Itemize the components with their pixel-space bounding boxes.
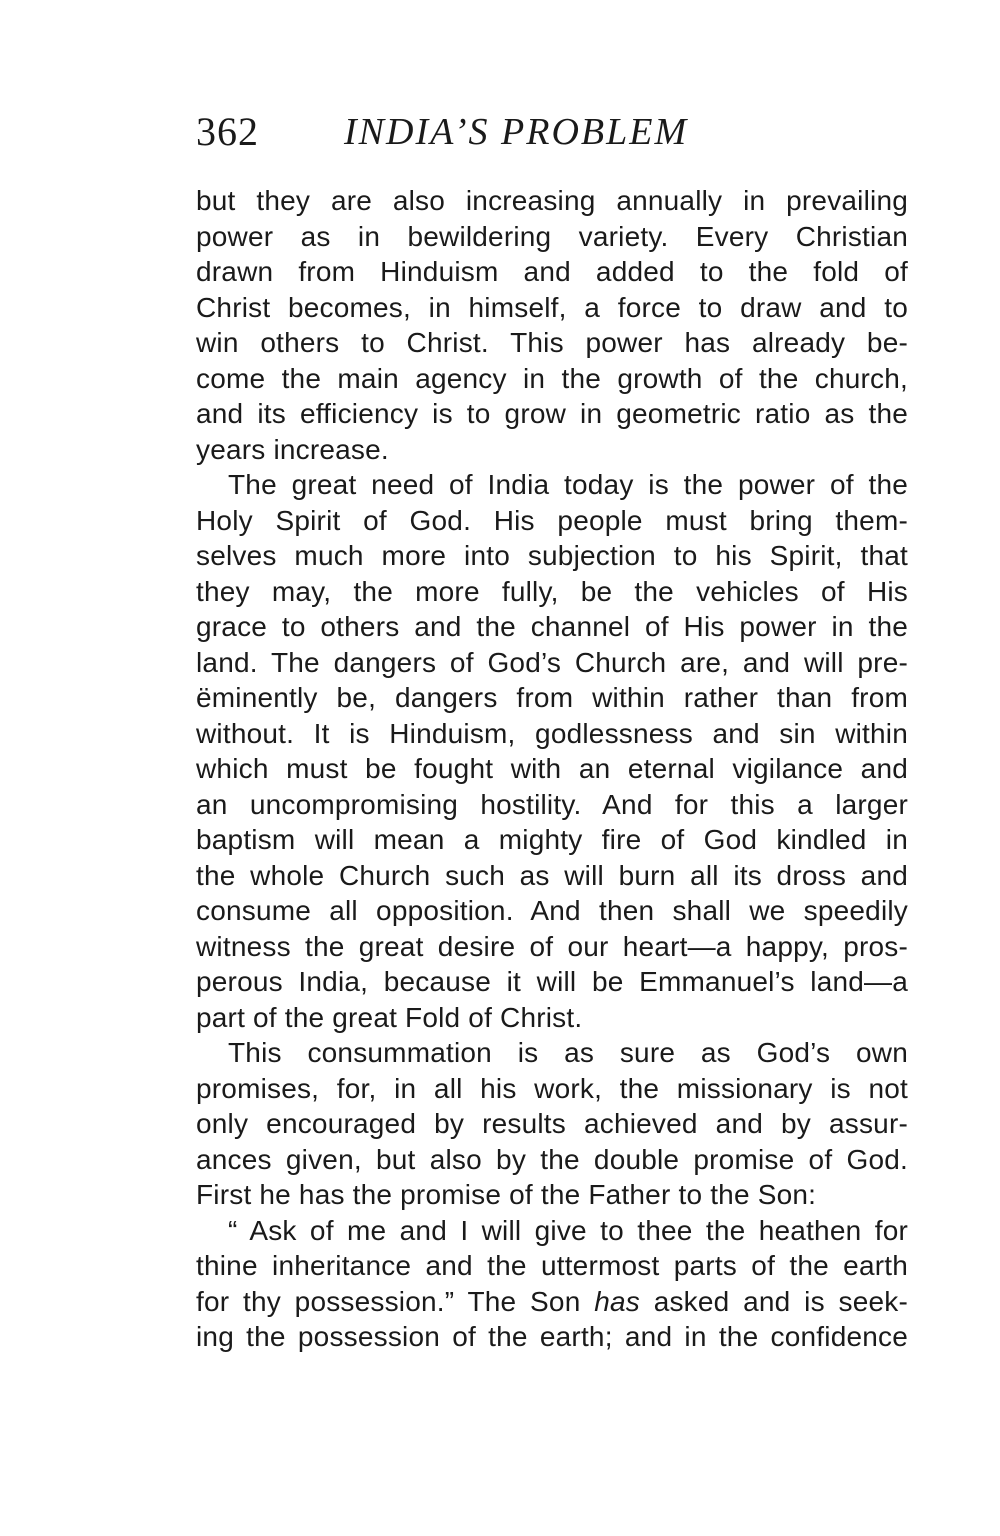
paragraph bbox=[196, 467, 908, 1035]
text-line: but they are also increasing annually in prevailing bbox=[196, 185, 908, 216]
text-line: come the main agency in the growth of the church, bbox=[196, 362, 908, 394]
paragraph bbox=[196, 1035, 908, 1213]
text-line: power as in bewildering variety. Every Christian bbox=[196, 220, 908, 252]
text-line: the whole Church such as will burn all its dross and bbox=[196, 859, 908, 891]
text-line: which must be fought with an eternal vigilance and bbox=[196, 753, 908, 784]
text-run: asked and is seek- bbox=[639, 1285, 908, 1317]
text-line: Holy Spirit of God. His people must bring them- bbox=[196, 504, 908, 536]
text-line: only encouraged by results achieved and by assur- bbox=[196, 1108, 908, 1139]
text-line bbox=[196, 1284, 908, 1320]
text-line: part of the great Fold of Christ. bbox=[196, 1001, 583, 1033]
text-line: ances given, but also by the double promise of God. bbox=[196, 1143, 908, 1175]
text-line: witness the great desire of our heart—a happy, pros- bbox=[196, 930, 908, 962]
body-text bbox=[196, 183, 908, 1355]
italic-emphasis: has bbox=[594, 1285, 640, 1317]
text-line: win others to Christ. This power has already be- bbox=[196, 327, 908, 358]
text-line: land. The dangers of God’s Church are, and will pre- bbox=[196, 646, 908, 678]
paragraph bbox=[196, 1213, 908, 1355]
text-line: thine inheritance and the uttermost parts of the earth bbox=[196, 1250, 908, 1281]
text-line: This consummation is as sure as God’s own bbox=[228, 1037, 908, 1068]
text-line: and its efficiency is to grow in geometric ratio as the bbox=[196, 398, 908, 429]
text-line: selves much more into subjection to his Spirit, that bbox=[196, 540, 908, 571]
page-number: 362 bbox=[196, 109, 259, 154]
text-line: grace to others and the channel of His power in the bbox=[196, 611, 908, 642]
text-line: they may, the more fully, be the vehicles of His bbox=[196, 575, 908, 607]
text-line: The great need of India today is the power of the bbox=[228, 469, 908, 500]
paragraph bbox=[196, 183, 908, 467]
text-line: years increase. bbox=[196, 433, 389, 465]
page-header bbox=[196, 100, 908, 160]
text-line: ëminently be, dangers from within rather than from bbox=[196, 682, 908, 713]
text-line: an uncompromising hostility. And for this a larger bbox=[196, 788, 908, 820]
text-line: drawn from Hinduism and added to the fold of bbox=[196, 256, 908, 287]
text-line: “ Ask of me and I will give to thee the heathen for bbox=[228, 1214, 908, 1246]
text-line: without. It is Hinduism, godlessness and sin within bbox=[196, 717, 908, 749]
text-line: consume all opposition. And then shall we speedily bbox=[196, 895, 908, 926]
text-line: Christ becomes, in himself, a force to draw and to bbox=[196, 291, 908, 323]
running-head: INDIA’S PROBLEM bbox=[344, 111, 689, 153]
text-line: perous India, because it will be Emmanuel’s land—a bbox=[196, 966, 908, 997]
text-line: First he has the promise of the Father to the Son: bbox=[196, 1179, 817, 1210]
text-line: ing the possession of the earth; and in the confidence bbox=[196, 1321, 908, 1352]
text-line: promises, for, in all his work, the missionary is not bbox=[196, 1072, 908, 1104]
text-run: for thy possession.” The Son bbox=[196, 1285, 595, 1317]
text-line: baptism will mean a mighty fire of God kindled in bbox=[196, 824, 908, 855]
